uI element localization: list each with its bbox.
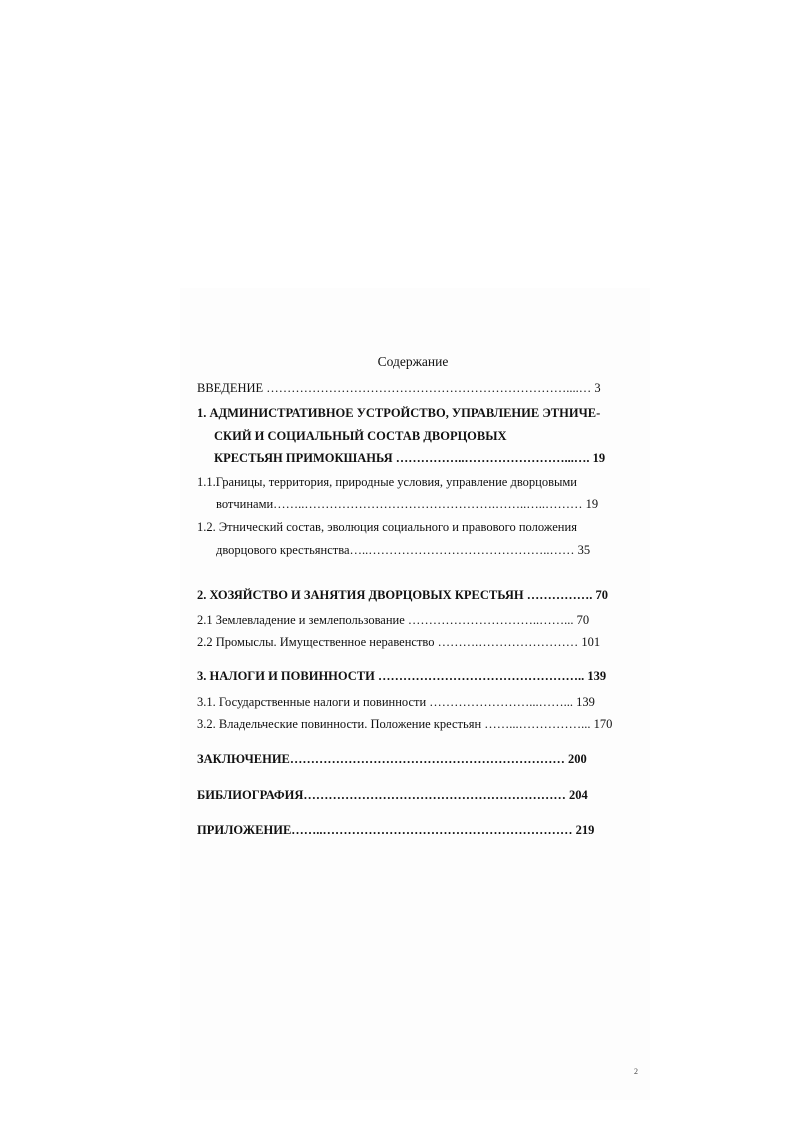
toc-entry-conclusion: ЗАКЛЮЧЕНИЕ………………………………………………………… 200 bbox=[197, 752, 587, 766]
toc-entry-1-2-line-2: дворцового крестьянства…..……………………………………..…… 35 bbox=[216, 543, 591, 557]
toc-entry-appendix: ПРИЛОЖЕНИЕ……..…………………………………………………… 219 bbox=[197, 823, 595, 837]
page-number-fragment: 2 bbox=[634, 1067, 638, 1076]
toc-entry-chapter-1-line-2: СКИЙ И СОЦИАЛЬНЫЙ СОСТАВ ДВОРЦОВЫХ bbox=[214, 429, 507, 443]
toc-entry-chapter-1-line-1: 1. АДМИНИСТРАТИВНОЕ УСТРОЙСТВО, УПРАВЛЕНИЕ ЭТНИЧЕ- bbox=[197, 406, 601, 420]
toc-entry-2-1: 2.1 Землевладение и землепользование …………………………..……... 70 bbox=[197, 613, 590, 627]
toc-entry-3-2: 3.2. Владельческие повинности. Положение крестьян ……...……………... 170 bbox=[197, 717, 613, 731]
toc-entry-chapter-3: 3. НАЛОГИ И ПОВИННОСТИ ………………………………………….. 139 bbox=[197, 669, 607, 683]
toc-entry-1-1-line-2: вотчинами……..……………………………………….……..…..……… 19 bbox=[216, 497, 599, 511]
toc-entry-chapter-1-line-3: КРЕСТЬЯН ПРИМОКШАНЬЯ ……………..……………………...…. 19 bbox=[214, 451, 606, 465]
toc-entry-3-1: 3.1. Государственные налоги и повинности ……………………...……... 139 bbox=[197, 695, 595, 709]
toc-entry-introduction: ВВЕДЕНИЕ ………………………………………………………………....… 3 bbox=[197, 381, 601, 395]
toc-heading: Содержание bbox=[377, 354, 449, 369]
toc-entry-bibliography: БИБЛИОГРАФИЯ……………………………………………………… 204 bbox=[197, 788, 588, 802]
toc-entry-2-2: 2.2 Промыслы. Имущественное неравенство ……….…………………… 101 bbox=[197, 635, 601, 649]
toc-entry-1-1-line-1: 1.1.Границы, территория, природные условия, управление дворцовыми bbox=[197, 475, 577, 489]
toc-entry-1-2-line-1: 1.2. Этнический состав, эволюция социального и правового положения bbox=[197, 520, 577, 534]
toc-entry-chapter-2: 2. ХОЗЯЙСТВО И ЗАНЯТИЯ ДВОРЦОВЫХ КРЕСТЬЯН ……………. 70 bbox=[197, 588, 608, 602]
